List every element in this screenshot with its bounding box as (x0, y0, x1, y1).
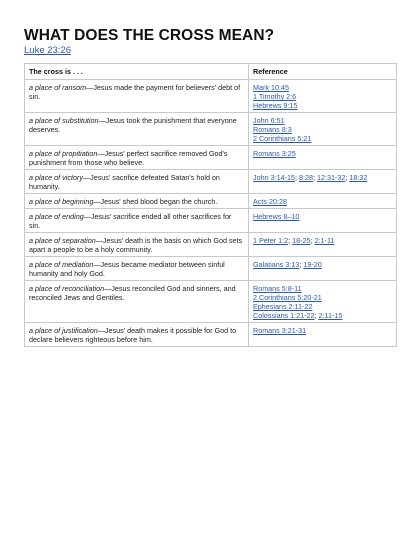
reference-separator: ; (345, 173, 350, 182)
page-title: WHAT DOES THE CROSS MEAN? (24, 27, 275, 44)
scripture-reference-link[interactable]: 1 Timothy 2:6 (253, 92, 297, 101)
reference-separator: ; (288, 236, 293, 245)
table-header-row (25, 64, 397, 80)
scripture-reference-link[interactable]: 12:31-32 (316, 173, 346, 182)
scripture-reference-link[interactable]: Romans 3:21-31 (253, 326, 307, 335)
reference-cell (249, 281, 397, 323)
reference-separator: ; (314, 311, 319, 320)
meaning-term: a place of mediation (29, 260, 94, 269)
table-row (25, 257, 397, 281)
meaning-description: —Jesus took the punishment that everyone deserves. (29, 116, 237, 134)
meaning-term: a place of victory (29, 173, 83, 182)
scripture-reference-link[interactable]: 18:32 (349, 173, 368, 182)
meaning-cell (25, 194, 249, 209)
table-row (25, 113, 397, 146)
header-cross-is: The cross is . . . (25, 64, 249, 80)
reference-line (253, 134, 392, 143)
meaning-term: a place of propitiation (29, 149, 98, 158)
table-row (25, 281, 397, 323)
reference-cell (249, 233, 397, 257)
reference-cell (249, 209, 397, 233)
scripture-reference-link[interactable]: 8:28 (298, 173, 313, 182)
table-row (25, 170, 397, 194)
table-row (25, 146, 397, 170)
scripture-reference-link[interactable]: Romans 8:3 (253, 125, 292, 134)
scripture-reference-link[interactable]: Romans 5:8-11 (253, 284, 302, 293)
meaning-term: a place of separation (29, 236, 96, 245)
table-row (25, 323, 397, 347)
meaning-cell (25, 323, 249, 347)
scripture-reference-link[interactable]: John 3:14-15 (253, 173, 295, 182)
meaning-description: —Jesus' sacrifice defeated Satan's hold on humanity. (29, 173, 220, 191)
cross-meaning-table (24, 63, 397, 347)
meaning-description: —Jesus' shed blood began the church. (93, 197, 218, 206)
reference-line (253, 236, 392, 245)
reference-separator: ; (310, 236, 315, 245)
reference-line (253, 92, 392, 101)
reference-cell (249, 323, 397, 347)
reference-line (253, 260, 392, 269)
reference-line (253, 149, 392, 158)
scripture-reference-link[interactable]: 2:1-11 (314, 236, 335, 245)
meaning-cell (25, 257, 249, 281)
scripture-reference-link[interactable]: Mark 10:45 (253, 83, 289, 92)
meaning-cell (25, 281, 249, 323)
reference-cell (249, 146, 397, 170)
scripture-reference-link[interactable]: Hebrews 9:15 (253, 101, 298, 110)
reference-line (253, 125, 392, 134)
title-reference-link[interactable]: Luke 23:26 (24, 45, 72, 56)
meaning-term: a place of ending (29, 212, 84, 221)
meaning-description: —Jesus' perfect sacrifice removed God's punishment from those who believe. (29, 149, 228, 167)
scripture-reference-link[interactable]: Galatians 3:13 (253, 260, 300, 269)
scripture-reference-link[interactable]: 18-25 (292, 236, 311, 245)
reference-line (253, 302, 392, 311)
meaning-term: a place of reconciliation (29, 284, 105, 293)
meaning-term: a place of substitution (29, 116, 99, 125)
scripture-reference-link[interactable]: Colossians 1:21-22 (253, 311, 315, 320)
meaning-cell (25, 233, 249, 257)
meaning-description: —Jesus reconciled God and sinners, and reconciled Jews and Gentiles. (29, 284, 236, 302)
scripture-reference-link[interactable]: Acts 20:28 (253, 197, 287, 206)
meaning-cell (25, 170, 249, 194)
meaning-cell (25, 209, 249, 233)
scripture-reference-link[interactable]: 19-20 (303, 260, 322, 269)
meaning-description: —Jesus made the payment for believers' debt of sin. (29, 83, 241, 101)
reference-separator: ; (299, 260, 304, 269)
reference-cell (249, 170, 397, 194)
reference-line (253, 197, 392, 206)
reference-line (253, 212, 392, 221)
table-row (25, 209, 397, 233)
reference-line (253, 116, 392, 125)
scripture-reference-link[interactable]: John 6:51 (253, 116, 285, 125)
reference-line (253, 284, 392, 293)
reference-cell (249, 257, 397, 281)
meaning-cell (25, 146, 249, 170)
reference-cell (249, 194, 397, 209)
scripture-reference-link[interactable]: 2:11-15 (318, 311, 343, 320)
scripture-reference-link[interactable]: 2 Corinthians 5:20-21 (253, 293, 322, 302)
table-body (25, 80, 397, 347)
meaning-description: —Jesus' death is the basis on which God sets apart a people to be a holy community. (29, 236, 243, 254)
reference-line (253, 326, 392, 335)
reference-line (253, 293, 392, 302)
reference-cell (249, 80, 397, 113)
table-row (25, 233, 397, 257)
reference-separator: ; (312, 173, 317, 182)
reference-cell (249, 113, 397, 146)
meaning-cell (25, 80, 249, 113)
header-reference: Reference (249, 64, 397, 80)
scripture-reference-link[interactable]: 1 Peter 1:2 (253, 236, 289, 245)
meaning-description: —Jesus became mediator between sinful humanity and holy God. (29, 260, 225, 278)
meaning-description: —Jesus' death makes it possible for God to declare believers righteous before him. (29, 326, 237, 344)
scripture-reference-link[interactable]: Ephesians 2:11-22 (253, 302, 313, 311)
table-row (25, 194, 397, 209)
reference-line (253, 83, 392, 92)
table-row (25, 80, 397, 113)
meaning-term: a place of justification (29, 326, 98, 335)
meaning-cell (25, 113, 249, 146)
scripture-reference-link[interactable]: Hebrews 8–10 (253, 212, 300, 221)
reference-separator: ; (294, 173, 299, 182)
scripture-reference-link[interactable]: Romans 3:25 (253, 149, 296, 158)
scripture-reference-link[interactable]: 2 Corinthians 5:21 (253, 134, 312, 143)
reference-line (253, 173, 392, 182)
reference-line (253, 101, 392, 110)
meaning-description: —Jesus' sacrifice ended all other sacrifices for sin. (29, 212, 232, 230)
meaning-term: a place of beginning (29, 197, 94, 206)
meaning-term: a place of ransom (29, 83, 87, 92)
reference-line (253, 311, 392, 320)
